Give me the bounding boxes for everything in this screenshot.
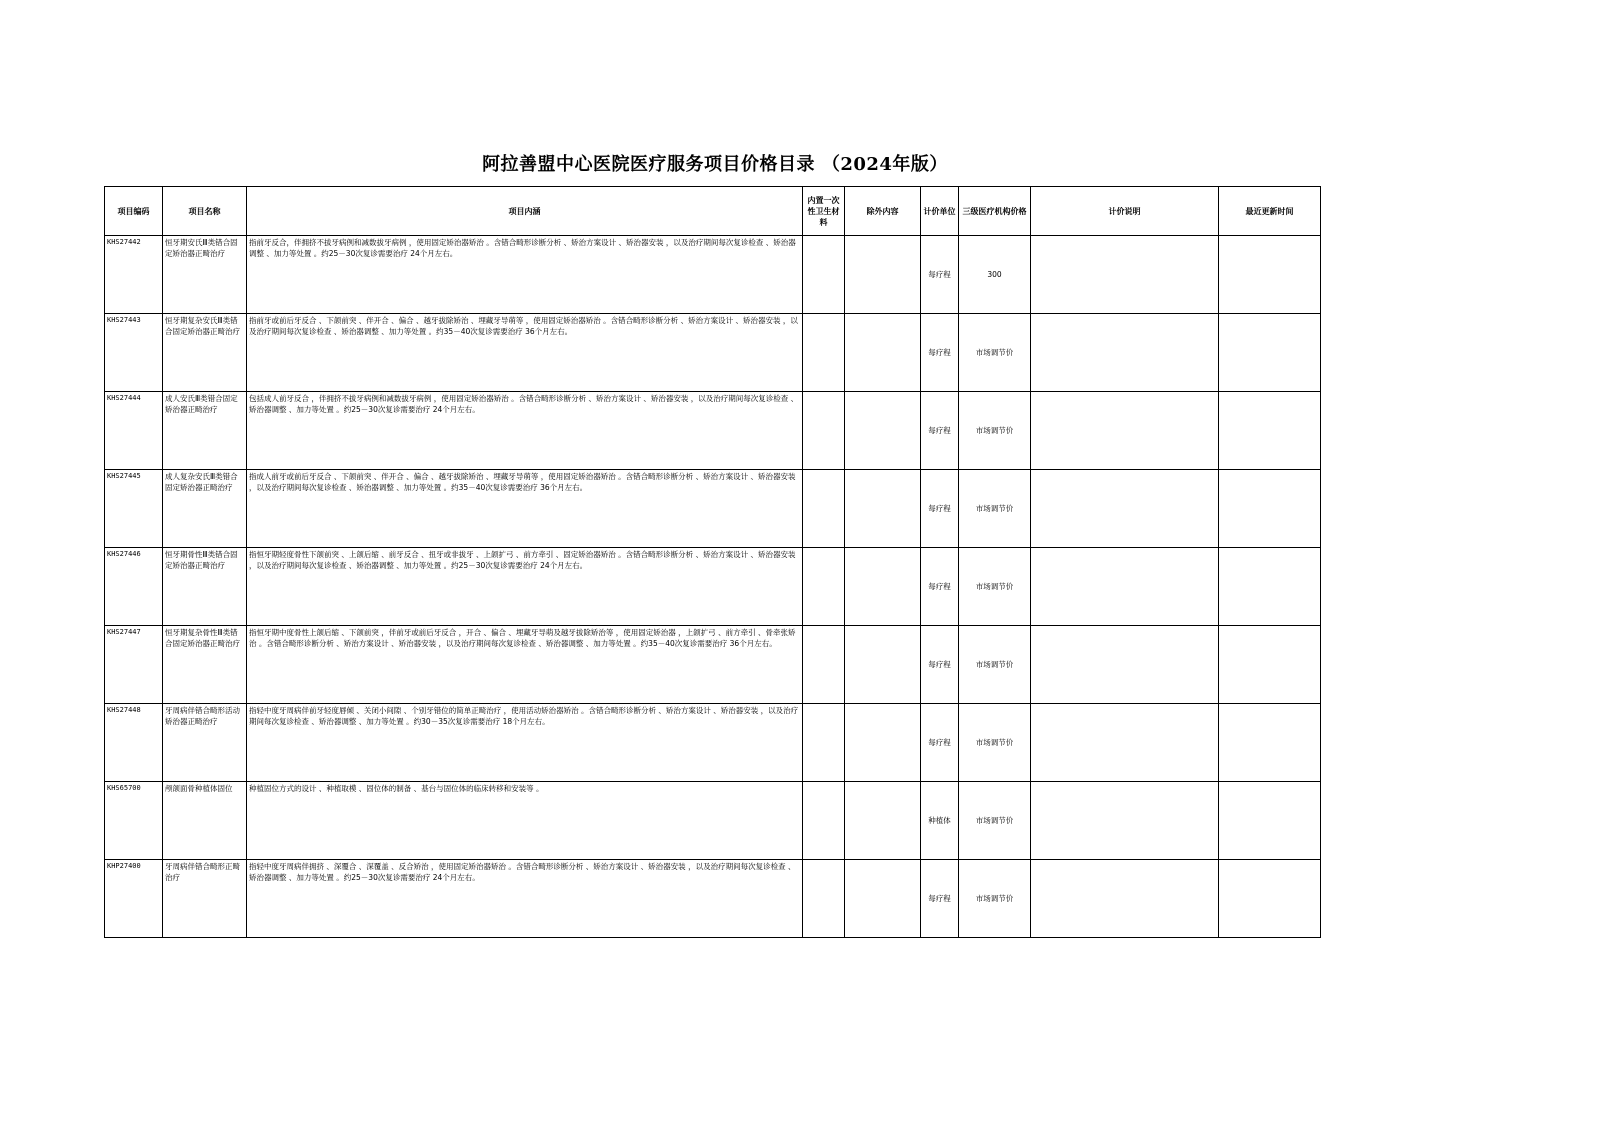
cell-content: 指轻中度牙周病伴前牙轻度唇倾 、关闭小间隙 、个别牙错位的简单正畸治疗 ，使用活动矫治器矫治 。含错合畸形诊断分析 、矫治方案设计 、矫治器安装 ，以及治疗期间每次复诊检查 、矫治器调整 、加力等处置 。约30－35次复诊需要治疗 18个月左右。 — [247, 704, 803, 782]
table-body — [105, 236, 1321, 938]
header-notes: 计价说明 — [1031, 187, 1219, 236]
cell-content: 指恒牙期轻度骨性下颌前突 、上颌后缩 、前牙反合 、扭牙或非拔牙 、上颌扩弓 、前方牵引 、固定矫治器矫治 。含错合畸形诊断分析 、矫治方案设计 、矫治器安装 ，以及治疗期间每次复诊检查 、矫治器调整 、加力等处置 。约25－30次复诊需要治疗 24个月左右。 — [247, 548, 803, 626]
price-table — [104, 186, 1321, 938]
header-exclusions: 除外内容 — [845, 187, 921, 236]
cell-code: KHS27442 — [105, 236, 163, 314]
cell-exclusions — [845, 314, 921, 392]
cell-materials — [803, 548, 845, 626]
cell-content: 包括成人前牙反合 ，伴拥挤不拔牙病例和减数拔牙病例 ，使用固定矫治器矫治 。含错合畸形诊断分析 、矫治方案设计 、矫治器安装 ，以及治疗期间每次复诊检查 、矫治器调整 、加力等处置 。约25－30次复诊需要治疗 24个月左右。 — [247, 392, 803, 470]
header-code: 项目编码 — [105, 187, 163, 236]
cell-unit: 种植体 — [921, 782, 959, 860]
header-unit: 计价单位 — [921, 187, 959, 236]
cell-content: 指成人前牙或前后牙反合 、下颌前突 、伴开合 、偏合 、越牙拔除矫治 、埋藏牙导萌等 ，使用固定矫治器矫治 。含错合畸形诊断分析 、矫治方案设计 、矫治器安装 ，以及治疗期间每次复诊检查 、矫治器调整 、加力等处置 。约35－40次复诊需要治疗 36个月左右。 — [247, 470, 803, 548]
cell-updated — [1219, 314, 1321, 392]
cell-notes — [1031, 236, 1219, 314]
cell-price: 市场调节价 — [959, 782, 1031, 860]
table-row — [105, 392, 1321, 470]
cell-code: KHS65700 — [105, 782, 163, 860]
cell-unit: 每疗程 — [921, 392, 959, 470]
cell-content: 指前牙反合，伴拥挤不拔牙病例和减数拔牙病例 ，使用固定矫治器矫治 。含错合畸形诊断分析 、矫治方案设计 、矫治器安装 ，以及治疗期间每次复诊检查 、矫治器调整 、加力等处置 。约25－30次复诊需要治疗 24个月左右。 — [247, 236, 803, 314]
cell-updated — [1219, 782, 1321, 860]
cell-unit: 每疗程 — [921, 314, 959, 392]
cell-materials — [803, 626, 845, 704]
cell-price: 市场调节价 — [959, 860, 1031, 938]
cell-content: 指前牙或前后牙反合 、下颌前突 、伴开合 、偏合 、越牙拔除矫治 、埋藏牙导萌等 ，使用固定矫治器矫治 。含错合畸形诊断分析 、矫治方案设计 、矫治器安装 ，以及治疗期间每次复诊检查 、矫治器调整 、加力等处置 。约35－40次复诊需要治疗 36个月左右。 — [247, 314, 803, 392]
cell-price: 市场调节价 — [959, 392, 1031, 470]
cell-notes — [1031, 626, 1219, 704]
cell-materials — [803, 860, 845, 938]
cell-materials — [803, 782, 845, 860]
header-materials: 内置一次性卫生材料 — [803, 187, 845, 236]
cell-exclusions — [845, 548, 921, 626]
cell-name: 恒牙期复杂安氏Ⅲ类错合固定矫治器正畸治疗 — [163, 314, 247, 392]
cell-price: 市场调节价 — [959, 704, 1031, 782]
cell-name: 牙周病伴错合畸形活动矫治器正畸治疗 — [163, 704, 247, 782]
cell-code: KHS27448 — [105, 704, 163, 782]
cell-updated — [1219, 548, 1321, 626]
cell-exclusions — [845, 470, 921, 548]
table-row — [105, 236, 1321, 314]
cell-materials — [803, 236, 845, 314]
table-row — [105, 626, 1321, 704]
table-row — [105, 548, 1321, 626]
cell-price: 市场调节价 — [959, 470, 1031, 548]
header-name: 项目名称 — [163, 187, 247, 236]
cell-code: KHS27447 — [105, 626, 163, 704]
cell-notes — [1031, 860, 1219, 938]
cell-unit: 每疗程 — [921, 860, 959, 938]
cell-updated — [1219, 860, 1321, 938]
cell-materials — [803, 314, 845, 392]
cell-exclusions — [845, 782, 921, 860]
cell-unit: 每疗程 — [921, 626, 959, 704]
cell-price: 市场调节价 — [959, 548, 1031, 626]
cell-content: 指恒牙期中度骨性上颌后缩 、下颌前突 ，伴前牙或前后牙反合 ，开合 、偏合 、埋藏牙导萌及越牙拔除矫治等 ，使用固定矫治器 ，上颌扩弓 、前方牵引 、骨牵张矫治 。含错合畸形诊断分析 、矫治方案设计 、矫治器安装 ，以及治疗期间每次复诊检查 、矫治器调整 、加力等处置 。约35－40次复诊需要治疗 36个月左右。 — [247, 626, 803, 704]
cell-exclusions — [845, 626, 921, 704]
header-row — [105, 187, 1321, 236]
cell-materials — [803, 392, 845, 470]
cell-code: KHS27444 — [105, 392, 163, 470]
cell-updated — [1219, 470, 1321, 548]
cell-updated — [1219, 392, 1321, 470]
cell-price: 市场调节价 — [959, 314, 1031, 392]
document-title: 阿拉善盟中心医院医疗服务项目价格目录 （2024年版） — [482, 154, 948, 175]
cell-updated — [1219, 236, 1321, 314]
cell-unit: 每疗程 — [921, 704, 959, 782]
cell-exclusions — [845, 704, 921, 782]
cell-notes — [1031, 314, 1219, 392]
cell-code: KHS27443 — [105, 314, 163, 392]
cell-notes — [1031, 548, 1219, 626]
cell-updated — [1219, 704, 1321, 782]
cell-notes — [1031, 704, 1219, 782]
cell-price: 300 — [959, 236, 1031, 314]
header-price: 三级医疗机构价格 — [959, 187, 1031, 236]
cell-materials — [803, 704, 845, 782]
cell-exclusions — [845, 860, 921, 938]
table-row — [105, 782, 1321, 860]
cell-name: 颅颌面骨种植体固位 — [163, 782, 247, 860]
cell-name: 恒牙期安氏Ⅲ类错合固定矫治器正畸治疗 — [163, 236, 247, 314]
header-updated: 最近更新时间 — [1219, 187, 1321, 236]
cell-exclusions — [845, 392, 921, 470]
cell-notes — [1031, 392, 1219, 470]
cell-code: KHP27400 — [105, 860, 163, 938]
cell-exclusions — [845, 236, 921, 314]
cell-content: 种植固位方式的设计 、种植取模 、固位体的制备 、基台与固位体的临床转移和安装等 。 — [247, 782, 803, 860]
table-row — [105, 470, 1321, 548]
table-row — [105, 860, 1321, 938]
cell-content: 指轻中度牙周病伴拥挤 、深覆合 、深覆盖 、反合矫治 ，使用固定矫治器矫治 。含错合畸形诊断分析 、矫治方案设计 、矫治器安装 ，以及治疗期间每次复诊检查 、矫治器调整 、加力等处置 。约25－30次复诊需要治疗 24个月左右。 — [247, 860, 803, 938]
cell-materials — [803, 470, 845, 548]
table-row — [105, 704, 1321, 782]
cell-updated — [1219, 626, 1321, 704]
cell-notes — [1031, 470, 1219, 548]
cell-code: KHS27446 — [105, 548, 163, 626]
cell-unit: 每疗程 — [921, 548, 959, 626]
cell-name: 牙周病伴错合畸形正畸治疗 — [163, 860, 247, 938]
cell-unit: 每疗程 — [921, 236, 959, 314]
cell-notes — [1031, 782, 1219, 860]
cell-code: KHS27445 — [105, 470, 163, 548]
cell-name: 恒牙期复杂骨性Ⅲ类错合固定矫治器正畸治疗 — [163, 626, 247, 704]
table-row — [105, 314, 1321, 392]
cell-unit: 每疗程 — [921, 470, 959, 548]
header-content: 项目内涵 — [247, 187, 803, 236]
cell-name: 成人复杂安氏Ⅲ类错合固定矫治器正畸治疗 — [163, 470, 247, 548]
cell-name: 成人安氏Ⅲ类错合固定矫治器正畸治疗 — [163, 392, 247, 470]
cell-price: 市场调节价 — [959, 626, 1031, 704]
cell-name: 恒牙期骨性Ⅲ类错合固定矫治器正畸治疗 — [163, 548, 247, 626]
